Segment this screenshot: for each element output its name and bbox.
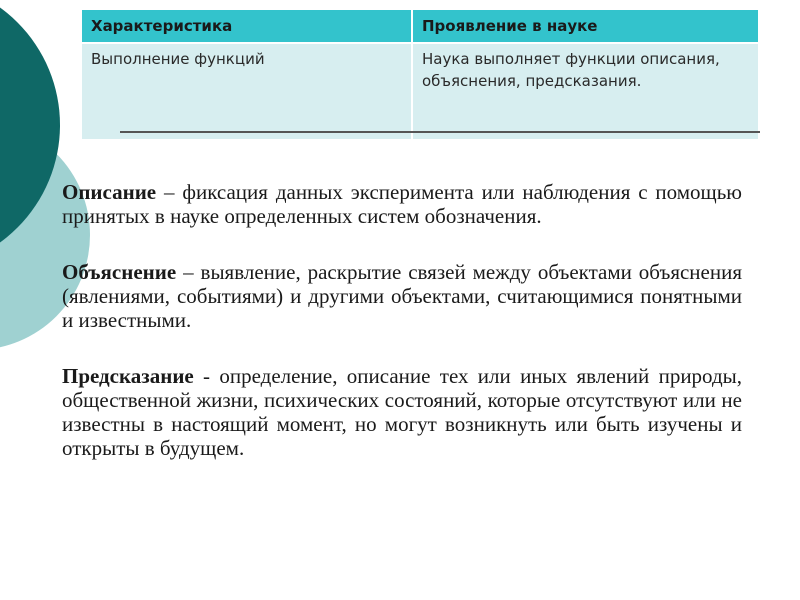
definitions-text [62, 180, 742, 492]
characteristics-table [82, 10, 758, 139]
definition-prediction: - определение, описание тех или иных явлений природы, общественной жизни, психических состояний, которые отсутствуют или не известны в настоящий момент, но могут возникнуть или быть изучены и открыты в будущем. [62, 364, 742, 460]
table-header-science-manifestation: Проявление в науке [412, 10, 758, 43]
term-description: Описание [62, 180, 157, 204]
definition-explanation: – выявление, раскрытие связей между объектами объяснения (явлениями, событиями) и другими объектами, считающимися понятными и известными. [62, 260, 742, 332]
table-header-row [82, 10, 758, 43]
table-row [82, 43, 758, 139]
paragraph-description [62, 180, 742, 228]
paragraph-explanation [62, 260, 742, 332]
term-prediction: Предсказание [62, 364, 194, 388]
table-cell-characteristic: Выполнение функций [82, 43, 412, 139]
table-header-characteristic: Характеристика [82, 10, 412, 43]
horizontal-divider [120, 131, 760, 133]
paragraph-prediction [62, 364, 742, 460]
definition-description: – фиксация данных эксперимента или наблюдения с помощью принятых в науке определенных систем обозначения. [62, 180, 742, 228]
term-explanation: Объяснение [62, 260, 177, 284]
table-cell-manifestation: Наука выполняет функции описания, объяснения, предсказания. [412, 43, 758, 139]
